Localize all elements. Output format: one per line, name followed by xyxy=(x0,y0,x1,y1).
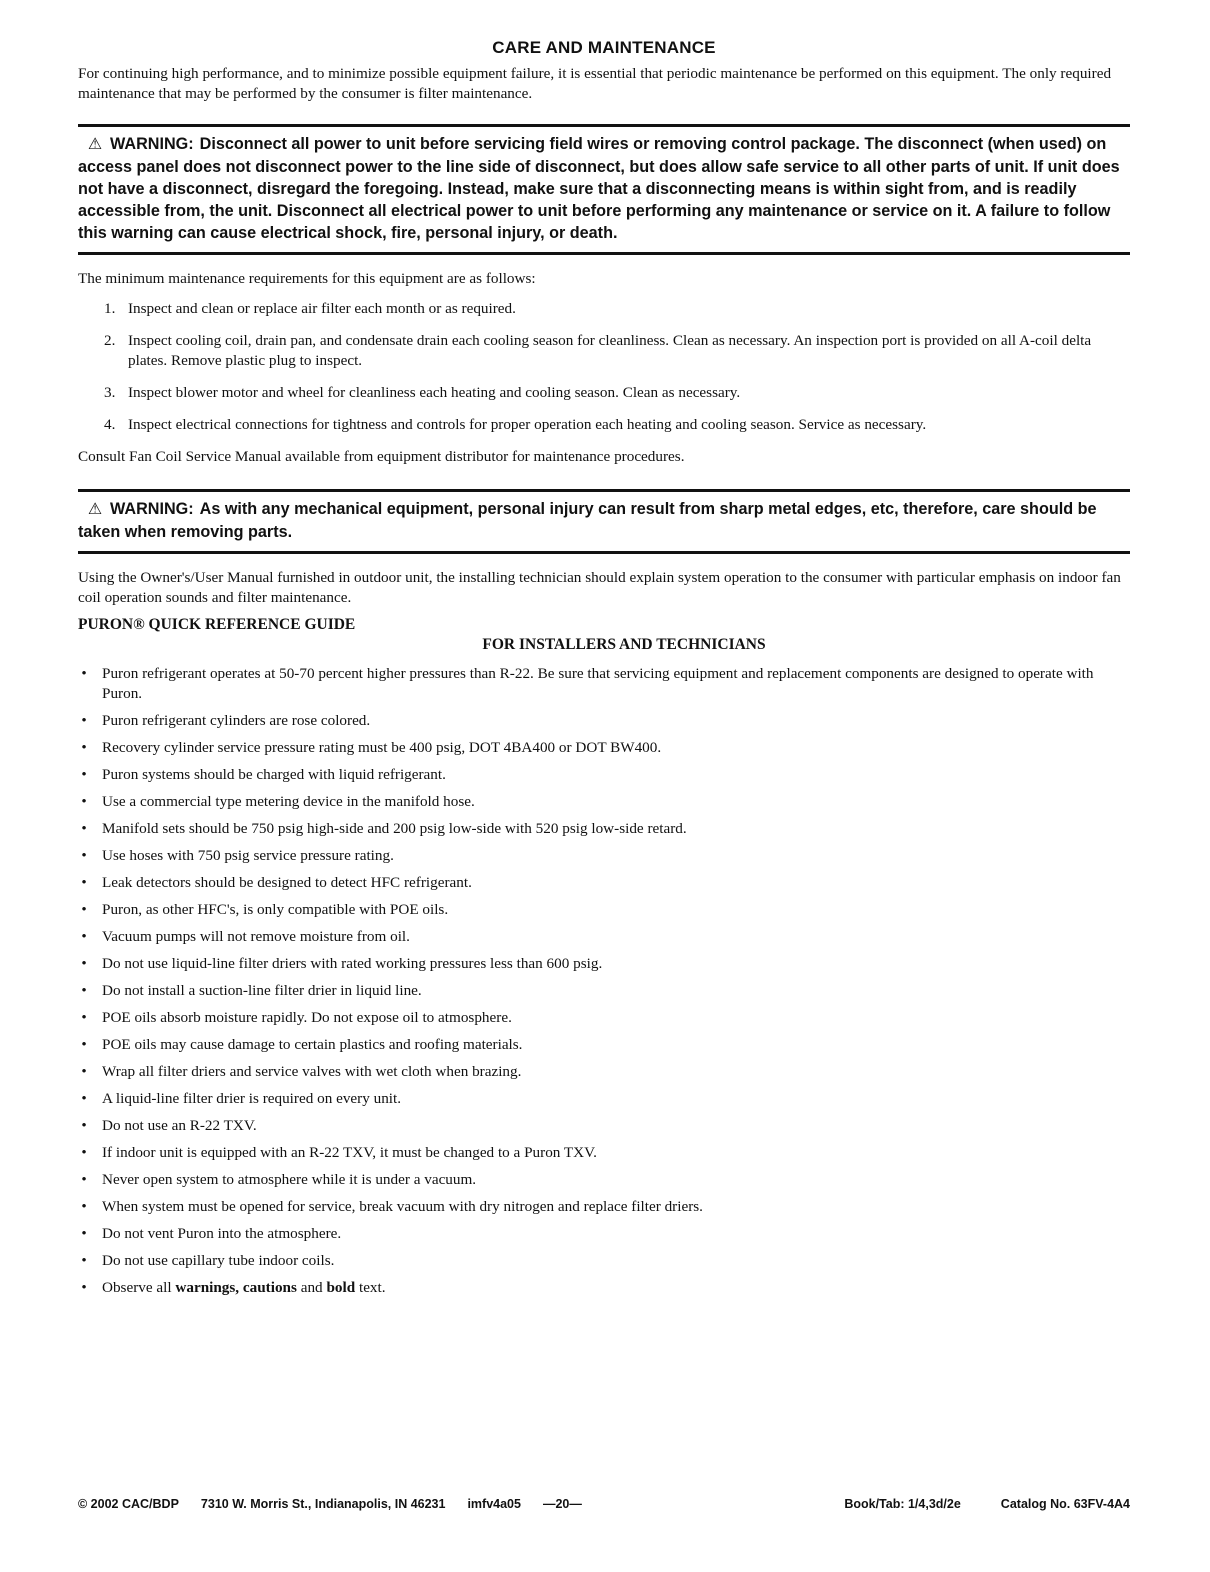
page-footer xyxy=(78,1497,1130,1511)
owner-note: Using the Owner's/User Manual furnished in outdoor unit, the installing technician should explain system operation to the consumer with particular emphasis on indoor fan coil operation sounds and filter maintenance. xyxy=(78,569,1121,606)
bullet-icon: • xyxy=(81,901,87,918)
item-text: Do not use capillary tube indoor coils. xyxy=(102,1252,335,1269)
note-text: Observe all xyxy=(102,1279,176,1296)
item-text: Puron refrigerant operates at 50-70 percent higher pressures than R-22. Be sure that servicing equipment and replacement components are designed to operate with Puron. xyxy=(102,665,1094,702)
item-text: A liquid-line filter drier is required on every unit. xyxy=(102,1090,402,1107)
bullet-icon: • xyxy=(81,982,87,999)
list-item xyxy=(78,1224,1130,1244)
bullet-icon: • xyxy=(81,1009,87,1026)
item-text: POE oils absorb moisture rapidly. Do not expose oil to atmosphere. xyxy=(102,1009,512,1026)
warning-text: Disconnect all power to unit before servicing field wires or removing control package. The disconnect (when used) on access panel does not disconnect power to the line side of disconnect, but does allow safe service to all other parts of unit. If unit does not have a disconnect, disregard the foregoing. Instead, make sure that a disconnecting means is within sight from, and is readily accessible from, the unit. Disconnect all electrical power to unit before performing any maintenance or service on it. A failure to follow this warning can cause electrical shock, fire, personal injury, or death. xyxy=(78,135,1120,242)
consult-note: Consult Fan Coil Service Manual available from equipment distributor for maintenance procedures. xyxy=(78,448,685,465)
list-item xyxy=(78,1197,1130,1217)
requirements-intro: The minimum maintenance requirements for this equipment are as follows: xyxy=(78,270,536,287)
item-text: Puron, as other HFC's, is only compatible with POE oils. xyxy=(102,901,449,918)
list-item xyxy=(78,765,1130,785)
list-item xyxy=(78,1170,1130,1190)
bullet-icon: • xyxy=(81,1198,87,1215)
item-text: Inspect cooling coil, drain pan, and condensate drain each cooling season for cleanliness. Clean as necessary. An inspection port is provided on all A-coil delta plates. Remove plastic plug to inspect. xyxy=(128,332,1092,369)
item-text: Never open system to atmosphere while it is under a vacuum. xyxy=(102,1171,477,1188)
bullet-icon: • xyxy=(81,820,87,837)
list-item xyxy=(78,383,1130,403)
section-title: CARE AND MAINTENANCE xyxy=(492,38,716,57)
item-text: Inspect electrical connections for tightness and controls for proper operation each heating and cooling season. Service as necessary. xyxy=(128,416,927,433)
list-item xyxy=(78,1035,1130,1055)
note-bold-text: bold xyxy=(326,1279,356,1296)
warning-box-power xyxy=(78,124,1130,255)
list-item xyxy=(78,711,1130,731)
warning-triangle-icon: ⚠ xyxy=(87,501,103,518)
bullet-icon: • xyxy=(81,1117,87,1134)
bullet-icon: • xyxy=(81,739,87,756)
warning-box-edges xyxy=(78,489,1130,554)
item-number: 2. xyxy=(104,332,116,349)
note-bold-text: warnings, cautions xyxy=(175,1279,297,1296)
item-text: Leak detectors should be designed to detect HFC refrigerant. xyxy=(102,874,472,891)
list-item xyxy=(78,927,1130,947)
list-item xyxy=(78,1008,1130,1028)
guide-list xyxy=(78,664,1130,1298)
list-item xyxy=(78,819,1130,839)
bullet-icon: • xyxy=(81,1036,87,1053)
item-text: Do not use liquid-line filter driers with rated working pressures less than 600 psig. xyxy=(102,955,603,972)
item-text: POE oils may cause damage to certain plastics and roofing materials. xyxy=(102,1036,523,1053)
list-item xyxy=(78,1143,1130,1163)
item-number: 1. xyxy=(104,300,116,317)
list-item xyxy=(78,331,1130,371)
guide-title: PURON® QUICK REFERENCE GUIDE xyxy=(78,616,356,633)
warning-label: WARNING: xyxy=(110,500,194,518)
bullet-icon: • xyxy=(81,955,87,972)
footer-copyright: © 2002 CAC/BDP xyxy=(78,1497,179,1511)
requirements-list xyxy=(78,299,1130,435)
warning-triangle-icon: ⚠ xyxy=(87,136,103,153)
bullet-icon: • xyxy=(81,1063,87,1080)
item-text: Vacuum pumps will not remove moisture from oil. xyxy=(102,928,410,945)
list-item xyxy=(78,1089,1130,1109)
footer-address: 7310 W. Morris St., Indianapolis, IN 46231 xyxy=(200,1497,446,1511)
bullet-icon: • xyxy=(81,1252,87,1269)
note-text: and xyxy=(296,1279,327,1296)
footer-doc-id: imfv4a05 xyxy=(467,1497,521,1511)
bullet-icon: • xyxy=(81,874,87,891)
list-item xyxy=(78,664,1130,704)
bullet-icon: • xyxy=(81,1279,87,1296)
document-page xyxy=(78,38,1130,1305)
list-item xyxy=(78,846,1130,866)
list-item xyxy=(78,1251,1130,1271)
item-number: 4. xyxy=(104,416,116,433)
item-text: Puron refrigerant cylinders are rose colored. xyxy=(102,712,371,729)
bullet-icon: • xyxy=(81,1144,87,1161)
guide-subtitle: FOR INSTALLERS AND TECHNICIANS xyxy=(482,636,766,653)
list-item xyxy=(78,299,1130,319)
bullet-icon: • xyxy=(81,665,87,682)
item-text: Use hoses with 750 psig service pressure rating. xyxy=(102,847,394,864)
warning-text: As with any mechanical equipment, personal injury can result from sharp metal edges, etc, therefore, care should be taken when removing parts. xyxy=(78,500,1097,541)
item-text: Wrap all filter driers and service valves with wet cloth when brazing. xyxy=(102,1063,522,1080)
footer-page-number: —20— xyxy=(542,1497,582,1511)
item-text: Do not install a suction-line filter drier in liquid line. xyxy=(102,982,422,999)
note-text: text. xyxy=(355,1279,386,1296)
footer-catalog: Catalog No. 63FV-4A4 xyxy=(1000,1497,1130,1511)
item-text: Manifold sets should be 750 psig high-side and 200 psig low-side with 520 psig low-side retard. xyxy=(102,820,687,837)
bullet-icon: • xyxy=(81,766,87,783)
footer-book-tab: Book/Tab: 1/4,3d/2e xyxy=(844,1497,961,1511)
item-text: Use a commercial type metering device in the manifold hose. xyxy=(102,793,475,810)
bullet-icon: • xyxy=(81,1225,87,1242)
bullet-icon: • xyxy=(81,712,87,729)
warning-label: WARNING: xyxy=(110,135,194,153)
item-text: Puron systems should be charged with liquid refrigerant. xyxy=(102,766,446,783)
item-text: Inspect and clean or replace air filter each month or as required. xyxy=(128,300,516,317)
item-text: If indoor unit is equipped with an R-22 TXV, it must be changed to a Puron TXV. xyxy=(102,1144,597,1161)
list-item-bold-note xyxy=(78,1278,1130,1298)
bullet-icon: • xyxy=(81,793,87,810)
bullet-icon: • xyxy=(81,1090,87,1107)
list-item xyxy=(78,981,1130,1001)
bullet-icon: • xyxy=(81,1171,87,1188)
list-item xyxy=(78,954,1130,974)
bullet-icon: • xyxy=(81,847,87,864)
item-text: Inspect blower motor and wheel for cleanliness each heating and cooling season. Clean as necessary. xyxy=(128,384,741,401)
item-text: When system must be opened for service, break vacuum with dry nitrogen and replace filter driers. xyxy=(102,1198,703,1215)
item-text: Do not use an R-22 TXV. xyxy=(102,1117,257,1134)
list-item xyxy=(78,415,1130,435)
bullet-icon: • xyxy=(81,928,87,945)
list-item xyxy=(78,1116,1130,1136)
item-text: Do not vent Puron into the atmosphere. xyxy=(102,1225,342,1242)
intro-paragraph: For continuing high performance, and to minimize possible equipment failure, it is essential that periodic maintenance be performed on this equipment. The only required maintenance that may be performed by the consumer is filter maintenance. xyxy=(78,65,1112,102)
list-item xyxy=(78,738,1130,758)
item-number: 3. xyxy=(104,384,116,401)
item-text: Recovery cylinder service pressure rating must be 400 psig, DOT 4BA400 or DOT BW400. xyxy=(102,739,662,756)
list-item xyxy=(78,873,1130,893)
list-item xyxy=(78,792,1130,812)
list-item xyxy=(78,1062,1130,1082)
list-item xyxy=(78,900,1130,920)
